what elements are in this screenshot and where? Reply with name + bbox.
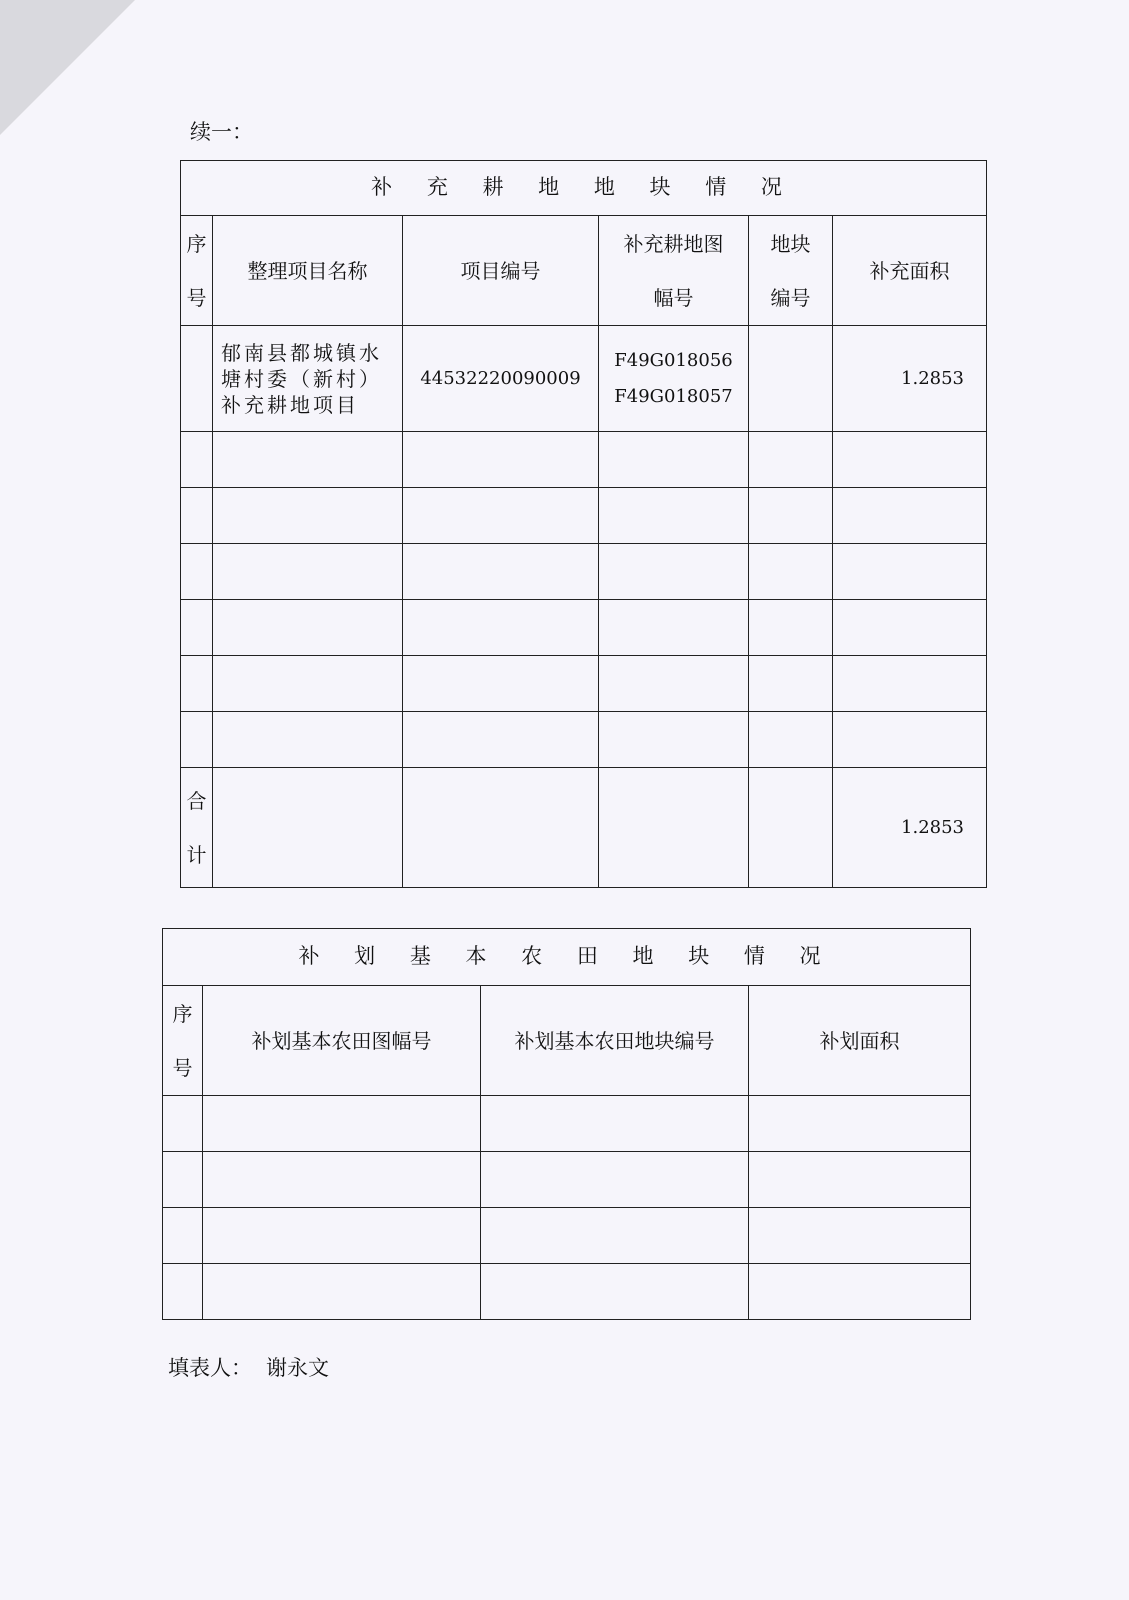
col-map-sheet-bottom: 幅号: [653, 285, 694, 310]
empty-row: [181, 544, 987, 600]
total-label-bottom: 计: [186, 842, 207, 867]
total-label-top: 合: [186, 788, 207, 813]
empty-row: [181, 432, 987, 488]
row-map-sheet-1: F49G018056: [614, 349, 733, 371]
supplement-parcel-table: [180, 160, 987, 888]
row-seq: [181, 326, 213, 432]
row-project-no: 44532220090009: [403, 326, 599, 432]
col-seq-header: [181, 216, 213, 326]
row-map-sheet-2: F49G018057: [614, 385, 733, 407]
col-map-sheet-header: 补划基本农田图幅号: [203, 986, 481, 1096]
total-row: [181, 768, 987, 888]
empty-row: [163, 1264, 971, 1320]
row-map-sheets: [599, 326, 749, 432]
col-parcel-no-header: [749, 216, 833, 326]
folded-corner: [0, 0, 135, 135]
row-area: 1.2853: [833, 326, 987, 432]
col-map-sheet-top: 补充耕地图: [623, 231, 724, 256]
col-seq-top: 序: [172, 1001, 193, 1026]
empty-row: [163, 1096, 971, 1152]
total-area: 1.2853: [833, 768, 987, 888]
empty-row: [181, 488, 987, 544]
filler-label: 填表人：: [168, 1356, 252, 1380]
filler-name: 谢永文: [266, 1356, 329, 1380]
col-seq-bottom: 号: [186, 285, 207, 310]
col-area-header: 补划面积: [749, 986, 971, 1096]
col-project-no-header: 项目编号: [403, 216, 599, 326]
empty-row: [181, 600, 987, 656]
col-seq-top: 序: [186, 231, 207, 256]
continued-label: 续一：: [190, 120, 253, 144]
empty-row: [181, 656, 987, 712]
col-seq-bottom: 号: [172, 1055, 193, 1080]
row-parcel-no: [749, 326, 833, 432]
total-label: [181, 768, 213, 888]
col-seq-header: [163, 986, 203, 1096]
col-parcel-no-bottom: 编号: [770, 285, 811, 310]
col-project-name-header: 整理项目名称: [213, 216, 403, 326]
col-parcel-no-top: 地块: [770, 231, 811, 256]
col-parcel-no-header: 补划基本农田地块编号: [481, 986, 749, 1096]
table-row: [181, 326, 987, 432]
empty-row: [163, 1152, 971, 1208]
form-filler: [168, 1352, 329, 1382]
col-area-header: 补充面积: [833, 216, 987, 326]
supplement-header-row: [181, 216, 987, 326]
col-map-sheet-header: [599, 216, 749, 326]
empty-row: [163, 1208, 971, 1264]
basic-farmland-table: [162, 928, 971, 1320]
row-project-name: 郁南县都城镇水塘村委（新村）补充耕地项目: [213, 326, 403, 432]
basic-farmland-table-title: 补 划 基 本 农 田 地 块 情 况: [163, 929, 971, 986]
empty-row: [181, 712, 987, 768]
basic-farmland-header-row: [163, 986, 971, 1096]
supplement-table-title: 补 充 耕 地 地 块 情 况: [181, 161, 987, 216]
